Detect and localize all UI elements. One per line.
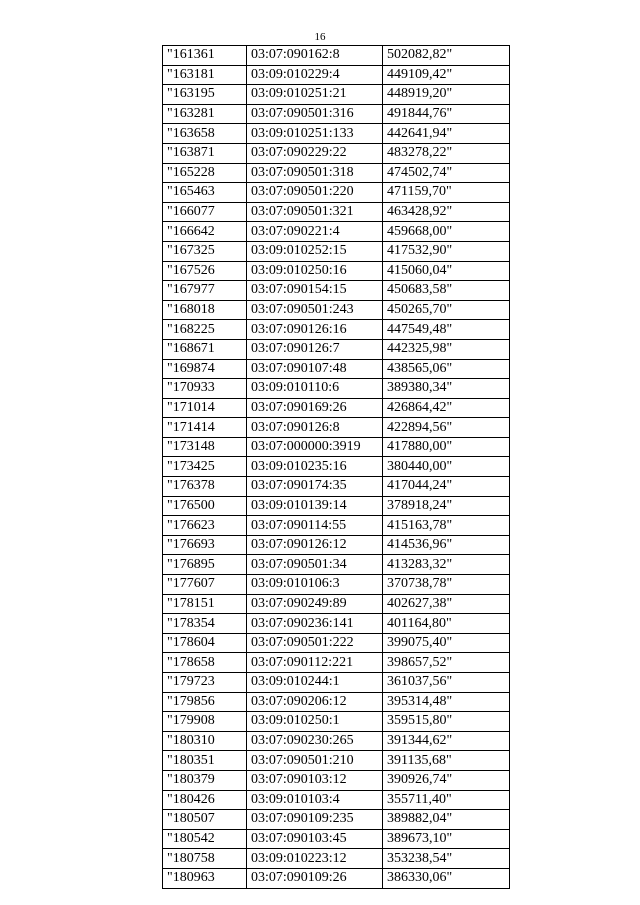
cadastral-number-cell: 03:07:090501:316 <box>247 104 383 124</box>
cadastral-number-cell: 03:07:090249:89 <box>247 594 383 614</box>
record-id-cell: "167325 <box>163 241 247 261</box>
cadastral-number-cell: 03:09:010251:133 <box>247 124 383 144</box>
cadastral-number-cell: 03:09:010106:3 <box>247 575 383 595</box>
record-id-cell: "168018 <box>163 300 247 320</box>
amount-cell: 471159,70" <box>383 183 510 203</box>
cadastral-number-cell: 03:07:090109:235 <box>247 810 383 830</box>
amount-cell: 370738,78" <box>383 575 510 595</box>
record-id-cell: "163281 <box>163 104 247 124</box>
record-id-cell: "180963 <box>163 868 247 888</box>
record-id-cell: "180507 <box>163 810 247 830</box>
record-id-cell: "176500 <box>163 496 247 516</box>
record-id-cell: "179908 <box>163 712 247 732</box>
cadastral-number-cell: 03:07:090229:22 <box>247 143 383 163</box>
table-row <box>163 829 510 849</box>
record-id-cell: "176378 <box>163 477 247 497</box>
cadastral-number-cell: 03:07:090109:26 <box>247 868 383 888</box>
table-row <box>163 712 510 732</box>
table-row <box>163 183 510 203</box>
amount-cell: 413283,32" <box>383 555 510 575</box>
record-id-cell: "180758 <box>163 849 247 869</box>
record-id-cell: "166642 <box>163 222 247 242</box>
cadastral-number-cell: 03:09:010110:6 <box>247 379 383 399</box>
amount-cell: 442325,98" <box>383 339 510 359</box>
cadastral-number-cell: 03:09:010103:4 <box>247 790 383 810</box>
cadastral-number-cell: 03:07:090126:12 <box>247 535 383 555</box>
amount-cell: 391135,68" <box>383 751 510 771</box>
amount-cell: 389380,34" <box>383 379 510 399</box>
amount-cell: 422894,56" <box>383 418 510 438</box>
cadastral-number-cell: 03:07:090501:243 <box>247 300 383 320</box>
amount-cell: 402627,38" <box>383 594 510 614</box>
record-id-cell: "163181 <box>163 65 247 85</box>
table-row <box>163 418 510 438</box>
amount-cell: 395314,48" <box>383 692 510 712</box>
table-row <box>163 437 510 457</box>
amount-cell: 417044,24" <box>383 477 510 497</box>
table-row <box>163 731 510 751</box>
cadastral-number-cell: 03:07:090230:265 <box>247 731 383 751</box>
amount-cell: 474502,74" <box>383 163 510 183</box>
record-id-cell: "176693 <box>163 535 247 555</box>
amount-cell: 415163,78" <box>383 516 510 536</box>
record-id-cell: "180426 <box>163 790 247 810</box>
amount-cell: 414536,96" <box>383 535 510 555</box>
table-row <box>163 692 510 712</box>
table-row <box>163 300 510 320</box>
data-table <box>162 45 510 889</box>
record-id-cell: "165463 <box>163 183 247 203</box>
amount-cell: 378918,24" <box>383 496 510 516</box>
amount-cell: 450265,70" <box>383 300 510 320</box>
page-number: 16 <box>314 31 326 43</box>
cadastral-number-cell: 03:07:090126:7 <box>247 339 383 359</box>
amount-cell: 426864,42" <box>383 398 510 418</box>
cadastral-number-cell: 03:09:010251:21 <box>247 85 383 105</box>
amount-cell: 442641,94" <box>383 124 510 144</box>
amount-cell: 359515,80" <box>383 712 510 732</box>
amount-cell: 450683,58" <box>383 281 510 301</box>
cadastral-number-cell: 03:09:010250:1 <box>247 712 383 732</box>
table-row <box>163 241 510 261</box>
amount-cell: 399075,40" <box>383 633 510 653</box>
table-row <box>163 143 510 163</box>
table-row <box>163 320 510 340</box>
amount-cell: 449109,42" <box>383 65 510 85</box>
amount-cell: 438565,06" <box>383 359 510 379</box>
amount-cell: 389673,10" <box>383 829 510 849</box>
cadastral-number-cell: 03:07:090114:55 <box>247 516 383 536</box>
table-row <box>163 673 510 693</box>
cadastral-number-cell: 03:09:010252:15 <box>247 241 383 261</box>
record-id-cell: "173425 <box>163 457 247 477</box>
table-row <box>163 868 510 888</box>
record-id-cell: "163195 <box>163 85 247 105</box>
cadastral-number-cell: 03:07:090103:12 <box>247 770 383 790</box>
cadastral-number-cell: 03:09:010139:14 <box>247 496 383 516</box>
record-id-cell: "163658 <box>163 124 247 144</box>
cadastral-number-cell: 03:09:010229:4 <box>247 65 383 85</box>
record-id-cell: "180542 <box>163 829 247 849</box>
table-row <box>163 359 510 379</box>
cadastral-number-cell: 03:07:090501:321 <box>247 202 383 222</box>
record-id-cell: "180351 <box>163 751 247 771</box>
cadastral-number-cell: 03:07:090162:8 <box>247 46 383 66</box>
cadastral-number-cell: 03:07:090206:12 <box>247 692 383 712</box>
amount-cell: 389882,04" <box>383 810 510 830</box>
amount-cell: 502082,82" <box>383 46 510 66</box>
amount-cell: 447549,48" <box>383 320 510 340</box>
amount-cell: 390926,74" <box>383 770 510 790</box>
amount-cell: 417532,90" <box>383 241 510 261</box>
table-row <box>163 398 510 418</box>
table-row <box>163 477 510 497</box>
record-id-cell: "179856 <box>163 692 247 712</box>
record-id-cell: "161361 <box>163 46 247 66</box>
amount-cell: 417880,00" <box>383 437 510 457</box>
amount-cell: 448919,20" <box>383 85 510 105</box>
table-row <box>163 535 510 555</box>
record-id-cell: "173148 <box>163 437 247 457</box>
amount-cell: 491844,76" <box>383 104 510 124</box>
amount-cell: 355711,40" <box>383 790 510 810</box>
table-row <box>163 810 510 830</box>
table-body <box>163 46 510 889</box>
record-id-cell: "170933 <box>163 379 247 399</box>
table-row <box>163 614 510 634</box>
amount-cell: 401164,80" <box>383 614 510 634</box>
table-row <box>163 261 510 281</box>
table-row <box>163 633 510 653</box>
record-id-cell: "178604 <box>163 633 247 653</box>
table-row <box>163 496 510 516</box>
record-id-cell: "166077 <box>163 202 247 222</box>
amount-cell: 380440,00" <box>383 457 510 477</box>
amount-cell: 459668,00" <box>383 222 510 242</box>
amount-cell: 463428,92" <box>383 202 510 222</box>
record-id-cell: "168225 <box>163 320 247 340</box>
record-id-cell: "178658 <box>163 653 247 673</box>
cadastral-number-cell: 03:07:090236:141 <box>247 614 383 634</box>
table-row <box>163 222 510 242</box>
table-row <box>163 379 510 399</box>
record-id-cell: "171414 <box>163 418 247 438</box>
record-id-cell: "176623 <box>163 516 247 536</box>
amount-cell: 398657,52" <box>383 653 510 673</box>
amount-cell: 361037,56" <box>383 673 510 693</box>
amount-cell: 483278,22" <box>383 143 510 163</box>
table-row <box>163 555 510 575</box>
amount-cell: 353238,54" <box>383 849 510 869</box>
cadastral-number-cell: 03:07:090154:15 <box>247 281 383 301</box>
cadastral-number-cell: 03:07:090126:8 <box>247 418 383 438</box>
table-row <box>163 770 510 790</box>
table-row <box>163 163 510 183</box>
table-row <box>163 594 510 614</box>
table-row <box>163 653 510 673</box>
cadastral-number-cell: 03:07:090501:34 <box>247 555 383 575</box>
record-id-cell: "176895 <box>163 555 247 575</box>
record-id-cell: "179723 <box>163 673 247 693</box>
record-id-cell: "167526 <box>163 261 247 281</box>
cadastral-number-cell: 03:07:090501:220 <box>247 183 383 203</box>
cadastral-number-cell: 03:09:010244:1 <box>247 673 383 693</box>
record-id-cell: "178354 <box>163 614 247 634</box>
cadastral-number-cell: 03:07:090501:210 <box>247 751 383 771</box>
table-row <box>163 85 510 105</box>
record-id-cell: "180310 <box>163 731 247 751</box>
amount-cell: 386330,06" <box>383 868 510 888</box>
table-row <box>163 516 510 536</box>
table-row <box>163 281 510 301</box>
record-id-cell: "177607 <box>163 575 247 595</box>
amount-cell: 415060,04" <box>383 261 510 281</box>
table-row <box>163 575 510 595</box>
table-row <box>163 457 510 477</box>
cadastral-number-cell: 03:07:090501:318 <box>247 163 383 183</box>
cadastral-number-cell: 03:07:090107:48 <box>247 359 383 379</box>
cadastral-number-cell: 03:07:090221:4 <box>247 222 383 242</box>
record-id-cell: "171014 <box>163 398 247 418</box>
cadastral-number-cell: 03:07:090126:16 <box>247 320 383 340</box>
table-row <box>163 202 510 222</box>
table-row <box>163 65 510 85</box>
cadastral-number-cell: 03:07:090501:222 <box>247 633 383 653</box>
table-row <box>163 46 510 66</box>
table-row <box>163 849 510 869</box>
record-id-cell: "167977 <box>163 281 247 301</box>
record-id-cell: "168671 <box>163 339 247 359</box>
table-row <box>163 790 510 810</box>
table-row <box>163 124 510 144</box>
cadastral-number-cell: 03:07:090112:221 <box>247 653 383 673</box>
cadastral-number-cell: 03:07:090174:35 <box>247 477 383 497</box>
table-row <box>163 751 510 771</box>
amount-cell: 391344,62" <box>383 731 510 751</box>
cadastral-number-cell: 03:09:010223:12 <box>247 849 383 869</box>
record-id-cell: "163871 <box>163 143 247 163</box>
cadastral-number-cell: 03:09:010235:16 <box>247 457 383 477</box>
record-id-cell: "180379 <box>163 770 247 790</box>
record-id-cell: "169874 <box>163 359 247 379</box>
cadastral-number-cell: 03:07:090103:45 <box>247 829 383 849</box>
record-id-cell: "165228 <box>163 163 247 183</box>
cadastral-number-cell: 03:07:000000:3919 <box>247 437 383 457</box>
table-row <box>163 104 510 124</box>
table-row <box>163 339 510 359</box>
record-id-cell: "178151 <box>163 594 247 614</box>
cadastral-number-cell: 03:09:010250:16 <box>247 261 383 281</box>
cadastral-number-cell: 03:07:090169:26 <box>247 398 383 418</box>
